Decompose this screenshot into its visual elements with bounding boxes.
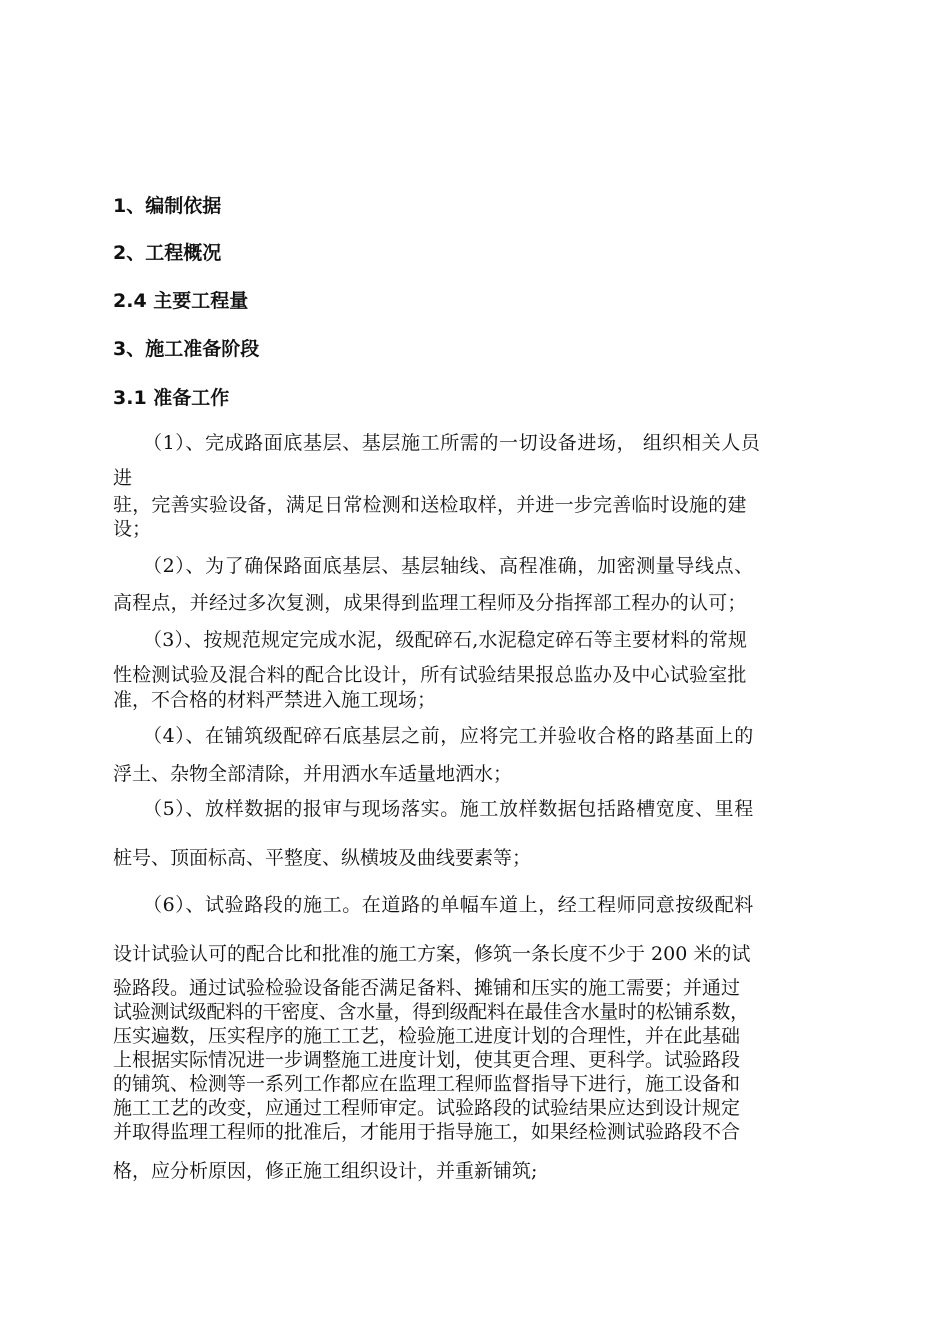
- para-3-line: 准，不合格的材料严禁进入施工现场；: [113, 689, 437, 711]
- para-1-line: 驻，完善实验设备，满足日常检测和送检取样，并进一步完善临时设施的建: [113, 494, 747, 516]
- para-6-line: 设计试验认可的配合比和批准的施工方案，修筑一条长度不少于 200 米的试: [113, 943, 751, 965]
- para-6-line: 施工工艺的改变，应通过工程师审定。试验路段的试验结果应达到设计规定: [113, 1097, 741, 1119]
- para-6-line: 并取得监理工程师的批准后，才能用于指导施工，如果经检测试验路段不合: [113, 1121, 741, 1143]
- para-4-line: （4）、在铺筑级配碎石底基层之前，应将完工并验收合格的路基面上的: [143, 725, 754, 747]
- para-2-line: （2）、为了确保路面底基层、基层轴线、高程准确，加密测量导线点、: [143, 555, 754, 577]
- para-6-line: （6）、试验路段的施工。在道路的单幅车道上，经工程师同意按级配料: [143, 894, 754, 916]
- para-5-line: （5）、放样数据的报审与现场落实。施工放样数据包括路槽宽度、里程: [143, 798, 754, 820]
- heading-3: 3、施工准备阶段: [113, 338, 260, 360]
- para-6-line: 验路段。通过试验检验设备能否满足备料、摊铺和压实的施工需要；并通过: [113, 977, 741, 999]
- para-5-line: 桩号、顶面标高、平整度、纵横坡及曲线要素等；: [113, 847, 532, 869]
- para-6-line: 压实遍数，压实程序的施工工艺，检验施工进度计划的合理性，并在此基础: [113, 1025, 741, 1047]
- para-1-line: 进: [113, 467, 133, 489]
- para-6-line: 试验测试级配料的干密度、含水量，得到级配料在最佳含水量时的松铺系数，: [113, 1001, 749, 1023]
- heading-2: 2、工程概况: [113, 242, 222, 264]
- heading-2-4: 2.4 主要工程量: [113, 290, 249, 312]
- heading-1: 1、编制依据: [113, 195, 222, 217]
- para-6-line: 上根据实际情况进一步调整施工进度计划，使其更合理、更科学。试验路段: [113, 1049, 741, 1071]
- para-4-line: 浮土、杂物全部清除，并用洒水车适量地洒水；: [113, 763, 513, 785]
- para-1-line: 设；: [113, 518, 152, 540]
- para-1-line: （1）、完成路面底基层、基层施工所需的一切设备进场， 组织相关人员: [143, 432, 761, 454]
- para-3-line: （3）、按规范规定完成水泥，级配碎石,水泥稳定碎石等主要材料的常规: [143, 629, 748, 651]
- para-2-line: 高程点，并经过多次复测，成果得到监理工程师及分指挥部工程办的认可；: [113, 592, 747, 614]
- para-6-line: 的铺筑、检测等一系列工作都应在监理工程师监督指导下进行，施工设备和: [113, 1073, 741, 1095]
- heading-3-1: 3.1 准备工作: [113, 387, 230, 409]
- para-3-line: 性检测试验及混合料的配合比设计，所有试验结果报总监办及中心试验室批: [113, 664, 747, 686]
- para-6-line: 格，应分析原因，修正施工组织设计，并重新铺筑;: [113, 1160, 538, 1182]
